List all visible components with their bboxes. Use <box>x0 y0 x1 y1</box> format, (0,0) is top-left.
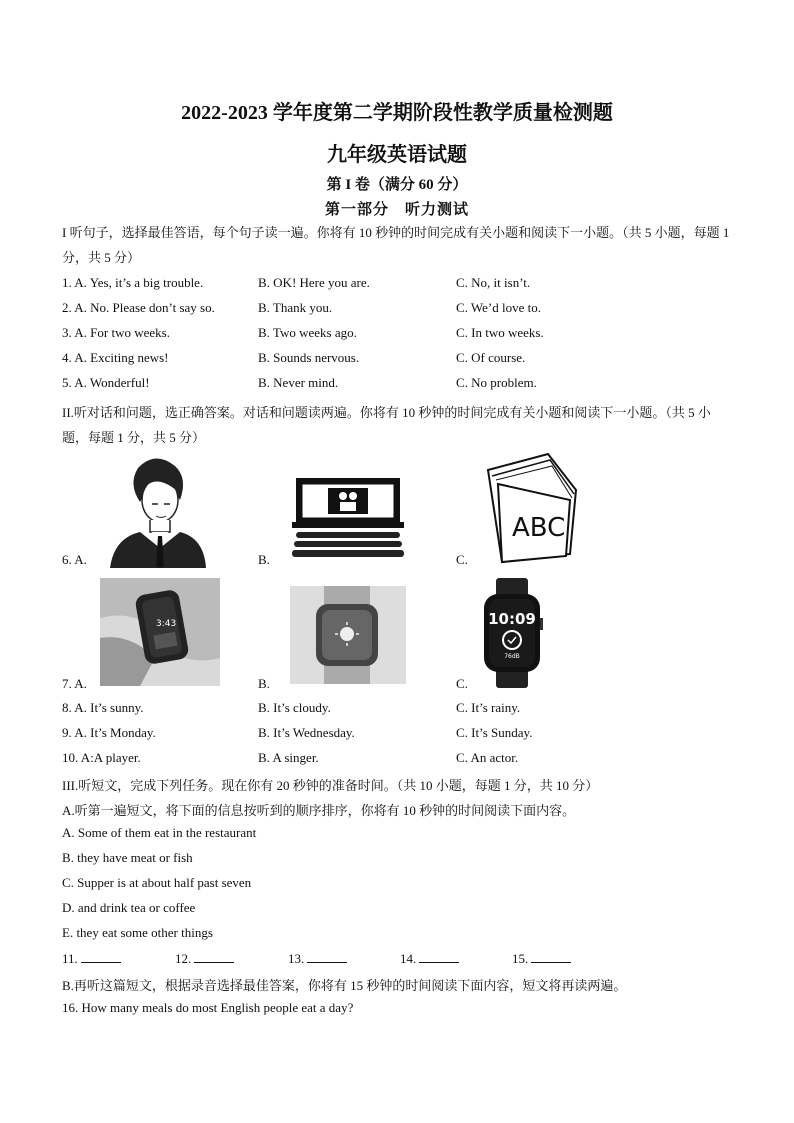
q1-option-a: 1. A. Yes, it’s a big trouble. <box>62 275 204 290</box>
ordering-item-b: B. they have meat or fish <box>62 850 193 865</box>
q4-option-b: B. Sounds nervous. <box>258 350 360 365</box>
blank-12-line[interactable] <box>194 950 234 963</box>
q7-option-a: 7. A. <box>62 676 87 691</box>
ordering-item-a: A. Some of them eat in the restaurant <box>62 825 257 840</box>
section2-instruction: II.听对话和问题，选正确答案。对话和问题读两遍。你将有 10 秒钟的时间完成有关小题和阅读下一小题。（共 5 小题，每题 1 分，共 5 分） <box>62 405 711 445</box>
book-cover-text: ABC <box>512 513 566 543</box>
blank-12-label: 12. <box>175 951 192 966</box>
abc-book-image <box>478 450 588 565</box>
q10-option-c: C. An actor. <box>456 750 519 765</box>
section3-part-b-instruction: B.再听这篇短文，根据录音选择最佳答案，你将有 15 秒钟的时间阅读下面内容，短文将再读两遍。 <box>62 978 627 993</box>
q8-option-b: B. It’s cloudy. <box>258 700 331 715</box>
blank-15-label: 15. <box>512 951 529 966</box>
smartwatch-on-wrist-image <box>100 578 220 686</box>
part-heading: 第一部分 听力测试 <box>324 202 469 218</box>
q3-option-c: C. In two weeks. <box>456 325 544 340</box>
blank-13-label: 13. <box>288 951 305 966</box>
answer-blank-11[interactable] <box>62 950 121 967</box>
blank-14-line[interactable] <box>419 950 459 963</box>
ordering-item-c: C. Supper is at about half past seven <box>62 875 252 890</box>
answer-blank-14[interactable] <box>400 950 459 967</box>
q1-option-c: C. No, it isn’t. <box>456 275 531 290</box>
watch3-time: 10:09 <box>488 610 536 628</box>
q7-option-b: B. <box>258 676 270 691</box>
volume-heading: 第 I 卷（满分 60 分） <box>326 177 468 193</box>
q5-option-a: 5. A. Wonderful! <box>62 375 150 390</box>
q2-option-b: B. Thank you. <box>258 300 333 315</box>
q9-option-a: 9. A. It’s Monday. <box>62 725 156 740</box>
q3-option-b: B. Two weeks ago. <box>258 325 357 340</box>
q10-option-b: B. A singer. <box>258 750 319 765</box>
q4-option-c: C. Of course. <box>456 350 526 365</box>
q7-option-c: C. <box>456 676 468 691</box>
ordering-item-e: E. they eat some other things <box>62 925 213 940</box>
q4-option-a: 4. A. Exciting news! <box>62 350 169 365</box>
exam-title: 2022-2023 学年度第二学期阶段性教学质量检测题 <box>181 102 613 124</box>
blank-14-label: 14. <box>400 951 417 966</box>
q1-option-b: B. OK! Here you are. <box>258 275 370 290</box>
section3-instruction: III.听短文，完成下列任务。现在你有 20 秒钟的准备时间。（共 10 小题，每题 1 分，共 10 分） <box>62 778 599 793</box>
q2-option-c: C. We’d love to. <box>456 300 542 315</box>
blank-11-line[interactable] <box>81 950 121 963</box>
q5-option-b: B. Never mind. <box>258 375 339 390</box>
man-portrait-image <box>100 448 210 568</box>
q2-option-a: 2. A. No. Please don’t say so. <box>62 300 215 315</box>
q3-option-a: 3. A. For two weeks. <box>62 325 170 340</box>
q6-option-b: B. <box>258 552 270 567</box>
q8-option-a: 8. A. It’s sunny. <box>62 700 144 715</box>
watch3-subtext: 76dB <box>504 653 520 660</box>
q9-option-c: C. It’s Sunday. <box>456 725 533 740</box>
q8-option-c: C. It’s rainy. <box>456 700 521 715</box>
q10-option-a: 10. A:A player. <box>62 750 141 765</box>
blank-11-label: 11. <box>62 951 78 966</box>
q6-option-a: 6. A. <box>62 552 87 567</box>
section1-instruction: I 听句子，选择最佳答语，每个句子读一遍。你将有 10 秒钟的时间完成有关小题和阅读下一小题。（共 5 小题，每题 1 分，共 5 分） <box>62 225 730 265</box>
question-16: 16. How many meals do most English people eat a day? <box>62 1000 354 1015</box>
exam-subtitle: 九年级英语试题 <box>327 144 467 166</box>
cinema-image <box>288 470 408 560</box>
q6-option-c: C. <box>456 552 468 567</box>
smartwatch-sun-image <box>290 586 406 684</box>
ordering-item-d: D. and drink tea or coffee <box>62 900 196 915</box>
answer-blank-13[interactable] <box>288 950 347 967</box>
answer-blank-15[interactable] <box>512 950 571 967</box>
q9-option-b: B. It’s Wednesday. <box>258 725 355 740</box>
answer-blank-12[interactable] <box>175 950 234 967</box>
q5-option-c: C. No problem. <box>456 375 537 390</box>
section3-part-a-instruction: A.听第一遍短文，将下面的信息按听到的顺序排序，你将有 10 秒钟的时间阅读下面内容。 <box>62 803 576 818</box>
blank-13-line[interactable] <box>307 950 347 963</box>
watch1-time: 3:43 <box>156 619 177 629</box>
blank-15-line[interactable] <box>531 950 571 963</box>
smartwatch-time-image <box>480 578 544 688</box>
